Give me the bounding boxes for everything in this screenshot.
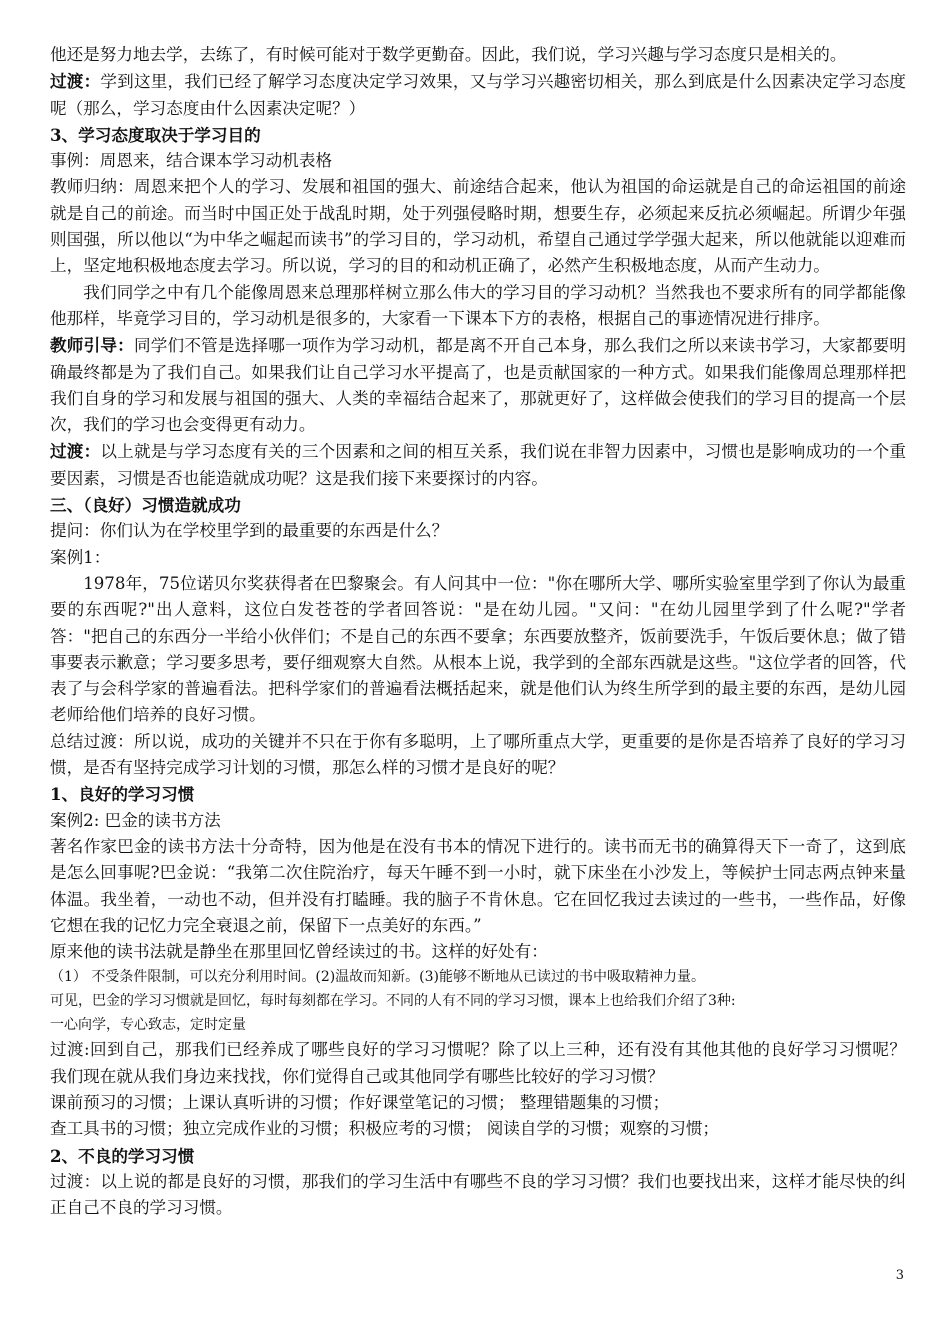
transition-label: 过渡： <box>50 71 101 92</box>
paragraph: 总结过渡：所以说，成功的关键并不只在于你有多聪明，上了哪所重点大学，更重要的是你是否培养了良好的学习习惯，是否有坚持完成学习计划的习惯，那怎么样的习惯才是良好的呢？ <box>50 731 906 778</box>
paragraph: 原来他的读书法就是静坐在那里回忆曾经读过的书。这样的好处有： <box>50 942 548 962</box>
section-heading-1: 1、良好的学习习惯 <box>50 784 195 805</box>
paragraph: 教师归纳：周恩来把个人的学习、发展和祖国的强大、前途结合起来，他认为祖国的命运就是自己的命运祖国的前途就是自己的前途。而当时中国正处于战乱时期，处于列强侵略时期，想要生存，必须起来反抗必须崛起。所谓少年强则国强，所以他以“为中华之崛起而读书”的学习目的，学习动机，希望自己通过学学强大起来，所以他就能以迎难而上，坚定地积极地态度去学习。所以说，学习的目的和动机正确了，必然产生积极地态度，从而产生动力。 <box>50 177 906 276</box>
page-number: 3 <box>895 1268 904 1283</box>
paragraph: 案例1： <box>50 547 111 567</box>
transition-text: 以上就是与学习态度有关的三个因素和之间的相互关系，我们说在非智力因素中，习惯也是影响成功的一个重要因素，习惯是否也能造就成功呢？这是我们接下来要探讨的内容。 <box>50 442 907 488</box>
case-paragraph: 1978年，75位诺贝尔奖获得者在巴黎聚会。有人问其中一位："你在哪所大学、哪所实验室里学到了你认为最重要的东西呢?"出人意料，这位白发苍苍的学者回答说："是在幼儿园。"又问："在幼儿园里学到了什么呢?"学者答："把自己的东西分一半给小伙伴们；不是自己的东西不要拿；东西要放整齐，饭前要洗手，午饭后要休息；做了错事要表示歉意；学习要多思考，要仔细观察大自然。从根本上说，我学到的全部东西就是这些。"这位学者的回答，代表了与会科学家的普遍看法。把科学家们的普遍看法概括起来，就是他们认为终生所学到的最主要的东西，是幼儿园老师给他们培养的良好习惯。 <box>50 573 906 725</box>
paragraph: 可见，巴金的学习习惯就是回忆，每时每刻都在学习。不同的人有不同的学习习惯，课本上也给我们介绍了3种: <box>50 993 736 1010</box>
transition-text: 学到这里，我们已经了解学习态度决定学习效果，又与学习兴趣密切相关，那么到底是什么因素决定学习态度呢（那么，学习态度由什么因素决定呢？） <box>50 72 907 118</box>
transition-label: 过渡： <box>50 441 101 462</box>
paragraph: 提问：你们认为在学校里学到的最重要的东西是什么？ <box>50 521 449 541</box>
paragraph: 过渡:回到自己，那我们已经养成了哪些良好的学习习惯呢？除了以上三种，还有没有其他其他的良好学习习惯呢？ 我们现在就从我们身边来找找，你们觉得自己或其他同学有哪些比较好的学习习惯？ <box>50 1040 906 1086</box>
transition-paragraph <box>50 438 906 492</box>
paragraph: 过渡：以上说的都是良好的习惯，那我们的学习生活中有哪些不良的学习习惯？我们也要找出来，这样才能尽快的纠正自己不良的学习习惯。 <box>50 1171 906 1218</box>
paragraph: 课前预习的习惯；上课认真听讲的习惯；作好课堂笔记的习惯； 整理错题集的习惯； <box>50 1092 670 1112</box>
transition-paragraph <box>50 68 906 122</box>
section-heading-three: 三、（良好）习惯造就成功 <box>50 495 241 516</box>
paragraph: 我们同学之中有几个能像周恩来总理那样树立那么伟大的学习目的学习动机？当然我也不要求所有的同学都能像他那样，毕竟学习目的，学习动机是很多的，大家看一下课本下方的表格，根据自己的事迹情况进行排序。 <box>50 282 906 328</box>
benefits-list: （1） 不受条件限制，可以充分利用时间。(2)温故而知新。(3)能够不断地从已读过的书中吸取精神力量。 <box>50 969 706 986</box>
paragraph: 案例2: 巴金的读书方法 <box>50 810 221 830</box>
section-heading-3: 3、学习态度取决于学习目的 <box>50 124 261 145</box>
paragraph: 他还是努力地去学，去练了，有时候可能对于数学更勤奋。因此，我们说，学习兴趣与学习态度只是相关的。 <box>50 45 847 64</box>
teacher-guidance-paragraph <box>50 332 906 438</box>
section-heading-2: 2、不良的学习习惯 <box>50 1145 195 1166</box>
paragraph: 查工具书的习惯；独立完成作业的习惯；积极应考的习惯； 阅读自学的习惯；观察的习惯； <box>50 1119 720 1139</box>
paragraph: 事例：周恩来，结合课本学习动机表格 <box>50 151 333 171</box>
teacher-guidance-label: 教师引导： <box>50 335 134 356</box>
paragraph: 著名作家巴金的读书方法十分奇特，因为他是在没有书本的情况下进行的。读书而无书的确算得天下一奇了，这到底是怎么回事呢?巴金说：“我第二次住院治疗，每天午睡不到一小时，就下床坐在小沙发上，等候护士同志两点钟来量体温。我坐着，一动也不动，但并没有打瞌睡。我的脑子不肯休息。它在回忆我过去读过的一些书，一些作品，好像它想在我的记忆力完全衰退之前，保留下一点美好的东西。” <box>50 836 906 935</box>
paragraph: 一心向学，专心致志，定时定量 <box>50 1017 246 1034</box>
teacher-guidance-text: 同学们不管是选择哪一项作为学习动机，都是离不开自己本身，那么我们之所以来读书学习，大家都要明确最终都是为了我们自己。如果我们让自己学习水平提高了，也是贡献国家的一种方式。如果我们能像周总理那样把我们自身的学习和发展与祖国的强大、人类的幸福结合起来了，那就更好了，这样做会使我们的学习目的提高一个层次，我们的学习也会变得更有动力。 <box>50 336 907 435</box>
